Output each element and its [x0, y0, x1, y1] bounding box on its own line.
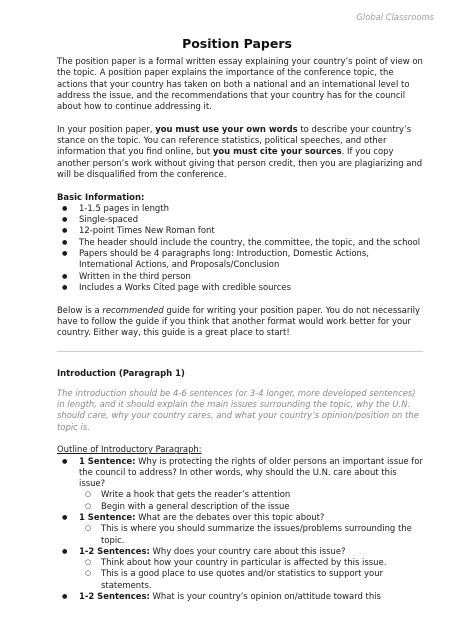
own-words-text-3: . If you copy another person’s work without giving that person credit, then you are plagiarizing and will be disqualified from the conference.: [57, 146, 423, 179]
basic-info-title-text: Basic Information:: [57, 191, 145, 202]
outline-item-label: 1-2 Sentences:: [79, 545, 150, 556]
outline-subitem: ○ This is where you should summarize the issues/problems surrounding the topic.: [57, 523, 423, 546]
own-words-text-2: to describe your country’s stance on the topic. You can reference statistics, political speeches, and other information that you find online, but: [57, 123, 412, 157]
guide-italic: recommended: [102, 304, 164, 315]
outline-item-label: 1 Sentence:: [79, 511, 136, 522]
own-words-bold-2: you must cite your sources: [212, 146, 342, 157]
outline-item-text: What is your country’s opinion on/attitude toward this: [149, 591, 381, 602]
page-title: Position Papers: [182, 36, 292, 51]
outline-sublist: [57, 557, 423, 591]
outline-list: [57, 456, 423, 490]
basic-info-item: ● Papers should be 4 paragraphs long: Introduction, Domestic Actions, International Actions, and Proposals/Conclusion: [57, 248, 423, 271]
guide-paragraph: [57, 305, 423, 339]
own-words-paragraph: [57, 124, 423, 180]
outline-item-text: Why does your country care about this issue?: [149, 545, 346, 556]
outline-item: [57, 512, 423, 523]
outline-sublist: [57, 489, 423, 512]
outline-list: [57, 591, 423, 602]
outline-item: [57, 456, 423, 490]
section-divider: [57, 351, 423, 352]
own-words-text-1: In your position paper,: [57, 123, 156, 134]
section-heading: Introduction (Paragraph 1): [57, 368, 185, 379]
outline-list: [57, 512, 423, 523]
intro-paragraph: The position paper is a formal written essay explaining your country’s point of view on the topic. A position paper explains the importance of the conference topic, the actions that your country has taken on both a national and an international level to address the issue, and the recommendations that your country has for the council about how to continue addressing it.: [57, 56, 423, 112]
basic-info-item: ● 12-point Times New Roman font: [57, 225, 423, 236]
outline-item-text: Why is protecting the rights of older persons an important issue for the council to address? In other words, why should the U.N. care about this issue?: [79, 455, 423, 489]
outline-subitem: ○ This is a good place to use quotes and/or statistics to support your statements.: [57, 568, 423, 591]
guide-text-2: guide for writing your position paper. You do not necessarily have to follow the guide if you think that another format would work better for your country. Either way, this guide is a great place to start!: [57, 304, 420, 338]
basic-info-list: [57, 203, 423, 293]
outline-subitem: ○ Write a hook that gets the reader’s attention: [57, 489, 423, 500]
outline-item-label: 1 Sentence:: [79, 455, 136, 466]
basic-info-item: ● Single-spaced: [57, 214, 423, 225]
basic-info-item: ● The header should include the country, the committee, the topic, and the school: [57, 237, 423, 248]
outline-list: [57, 546, 423, 557]
basic-info-item: ● Written in the third person: [57, 271, 423, 282]
document-body: [57, 56, 423, 602]
outline-item: [57, 591, 423, 602]
outline-subitem: ○ Begin with a general description of the issue: [57, 501, 423, 512]
basic-info-item: ● 1-1.5 pages in length: [57, 203, 423, 214]
basic-info-item: ● Includes a Works Cited page with credible sources: [57, 282, 423, 293]
outline-subitem: ○ Think about how your country in particular is affected by this issue.: [57, 557, 423, 568]
section-note: The introduction should be 4-6 sentences (or 3-4 longer, more developed sentences) in length, and it should explain the main issues surrounding the topic, why the U.N. should care, why your country cares, and what your country’s opinion/position on the topic is.: [57, 387, 419, 432]
guide-text-1: Below is a: [57, 304, 103, 315]
basic-info-title: [57, 192, 423, 203]
outline-item: [57, 546, 423, 557]
header-brand: Global Classrooms: [356, 12, 434, 22]
outline-sublist: [57, 523, 423, 546]
own-words-bold-1: you must use your own words: [155, 123, 298, 134]
outline-item-label: 1-2 Sentences:: [79, 591, 150, 602]
outline-item-text: What are the debates over this topic about?: [135, 511, 325, 522]
outline-title: Outline of Introductory Paragraph:: [57, 444, 202, 455]
